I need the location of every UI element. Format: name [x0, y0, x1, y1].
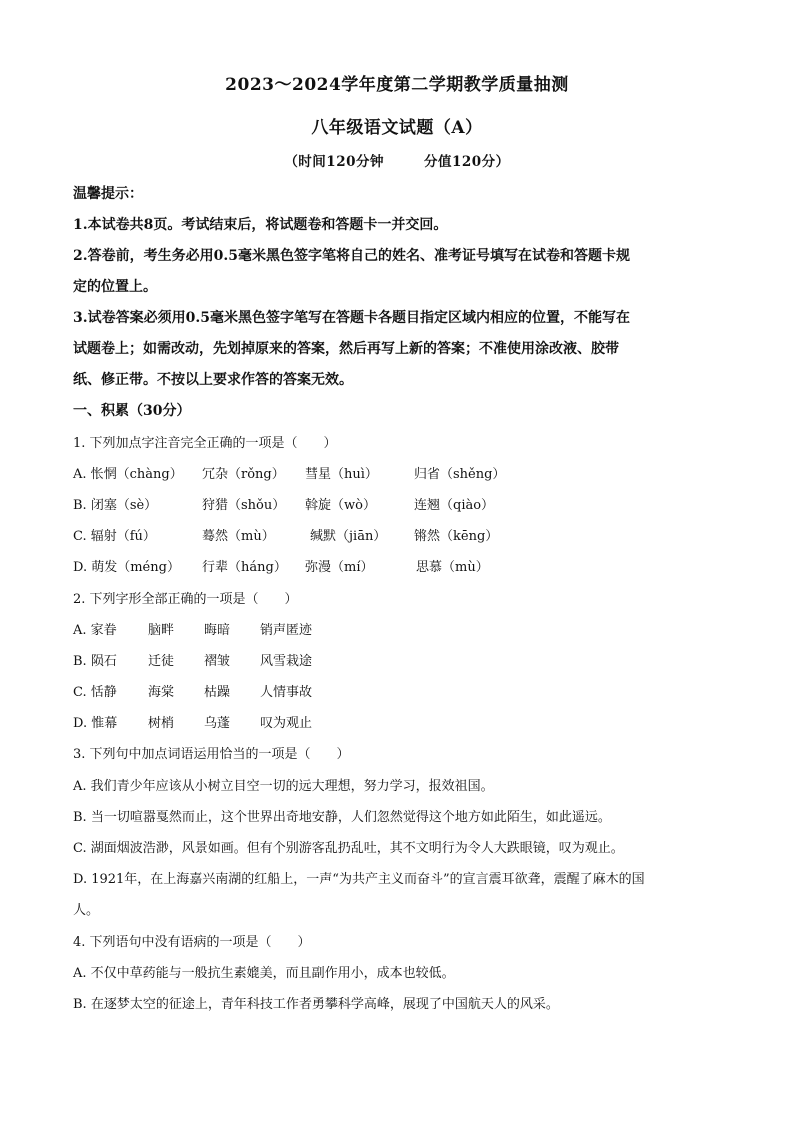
tips-line-3a: 3.试卷答案必须用0.5毫米黑色签字笔写在答题卡各题目指定区域内相应的位置，不能写在 [73, 310, 630, 326]
q4-stem: 4. 下列语句中没有语病的一项是（ ） [73, 935, 311, 950]
q3-stem: 3. 下列句中加点词语运用恰当的一项是（ ） [73, 747, 350, 762]
q3-option-c: C. 湖面烟波浩渺，风景如画。但有个别游客乱扔乱吐，其不文明行为令人大跌眼镜，叹为观止。 [73, 841, 624, 856]
tips-line-2a: 2.答卷前，考生务必用0.5毫米黑色签字笔将自己的姓名、准考证号填写在试卷和答题卡规 [73, 248, 630, 264]
q4-option-a: A. 不仅中草药能与一般抗生素媲美，而且副作用小，成本也较低。 [73, 966, 455, 981]
exam-time-score [0, 150, 794, 170]
q2-stem: 2. 下列字形全部正确的一项是（ ） [73, 592, 298, 607]
tips-line-1: 1.本试卷共8页。考试结束后，将试题卷和答题卡一并交回。 [73, 217, 448, 233]
exam-title: 2023～2024学年度第二学期教学质量抽测 [225, 75, 569, 95]
q1-stem: 1. 下列加点字注音完全正确的一项是（ ） [73, 436, 337, 451]
exam-time: （时间120分钟 [284, 154, 384, 170]
exam-page: 2023～2024学年度第二学期教学质量抽测 八年级语文试题（A） （时间120分钟 分值120分） 温馨提示： 1.本试卷共8页。考试结束后，将试题卷和答题卡一并交回。 2.答卷前，考生务必用0.5毫米黑色签字笔将自己的姓名、准考证号填写在试卷和答题卡规 定的位置上。 3.试卷答案必须用0.5毫米黑色签字笔写在答题卡各题目指定区域内相应的位置，不能写在 试题卷上；如需改动，先划掉原来的答案，然后再写上新的答案；不准使用涂改液、胶带 纸、修正带。不按以上要求作答的答案无效。 一、积累（30分） 1. 下列加点字注音完全正确的一项是（ ） A. 怅惘（chàng） 冗杂（rǒng） 彗星（huì） 归省（shěng） B. 闭塞（sè） 狩猎（shǒu） 斡旋（wò） 连翘（qiào） C. 辐射（fú） 蓦然（mù） 缄默（jiān） 锵然（kēng） D. 萌发（méng） 行辈（háng） 弥漫（mí） 思慕（mù） 2. 下列字形全部正确的一项是（ ） A. 家眷 脑畔 晦暗 销声匿迹 B. 陨石 迁徒 褶皱 风雪栽途 C. 恬静 海棠 枯躁 人情事故 D. 惟幕 树梢 乌蓬 叹为观止 3. 下列句中加点词语运用恰当的一项是（ ） A. 我们青少年应该从小树立目空一切的远大理想，努力学习，报效祖国。 B. 当一切喧嚣戛然而止，这个世界出奇地安静，人们忽然觉得这个地方如此陌生，如此遥远。 C. 湖面烟波浩渺，风景如画。但有个别游客乱扔乱吐，其不文明行为令人大跌眼镜，叹为观止。 D. 1921年，在上海嘉兴南湖的红船上，一声“为共产主义而奋斗”的宣言震耳欲聋，震醒了麻木的国 人。 4. 下列语句中没有语病的一项是（ ） A. 不仅中草药能与一般抗生素媲美，而且副作用小，成本也较低。 B. 在逐梦太空的征途上，青年科技工作者勇攀科学高峰，展现了中国航天人的风采。 [0, 0, 794, 1123]
tips-heading: 温馨提示： [73, 186, 143, 202]
q3-option-d-line2: 人。 [73, 903, 100, 918]
q4-option-b: B. 在逐梦太空的征途上，青年科技工作者勇攀科学高峰，展现了中国航天人的风采。 [73, 997, 559, 1012]
tips-line-3c: 纸、修正带。不按以上要求作答的答案无效。 [73, 372, 353, 388]
q3-option-a: A. 我们青少年应该从小树立目空一切的远大理想，努力学习，报效祖国。 [73, 779, 494, 794]
tips-line-3b: 试题卷上；如需改动，先划掉原来的答案，然后再写上新的答案；不准使用涂改液、胶带 [73, 341, 619, 357]
q3-option-d-line1: D. 1921年，在上海嘉兴南湖的红船上，一声“为共产主义而奋斗”的宣言震耳欲聋，震醒了麻木的国 [73, 872, 645, 887]
q3-option-b: B. 当一切喧嚣戛然而止，这个世界出奇地安静，人们忽然觉得这个地方如此陌生，如此遥远。 [73, 810, 611, 825]
section-heading: 一、积累（30分） [73, 403, 191, 419]
tips-line-2b: 定的位置上。 [73, 279, 157, 295]
exam-score: 分值120分） [424, 154, 510, 170]
exam-subtitle: 八年级语文试题（A） [311, 118, 483, 138]
